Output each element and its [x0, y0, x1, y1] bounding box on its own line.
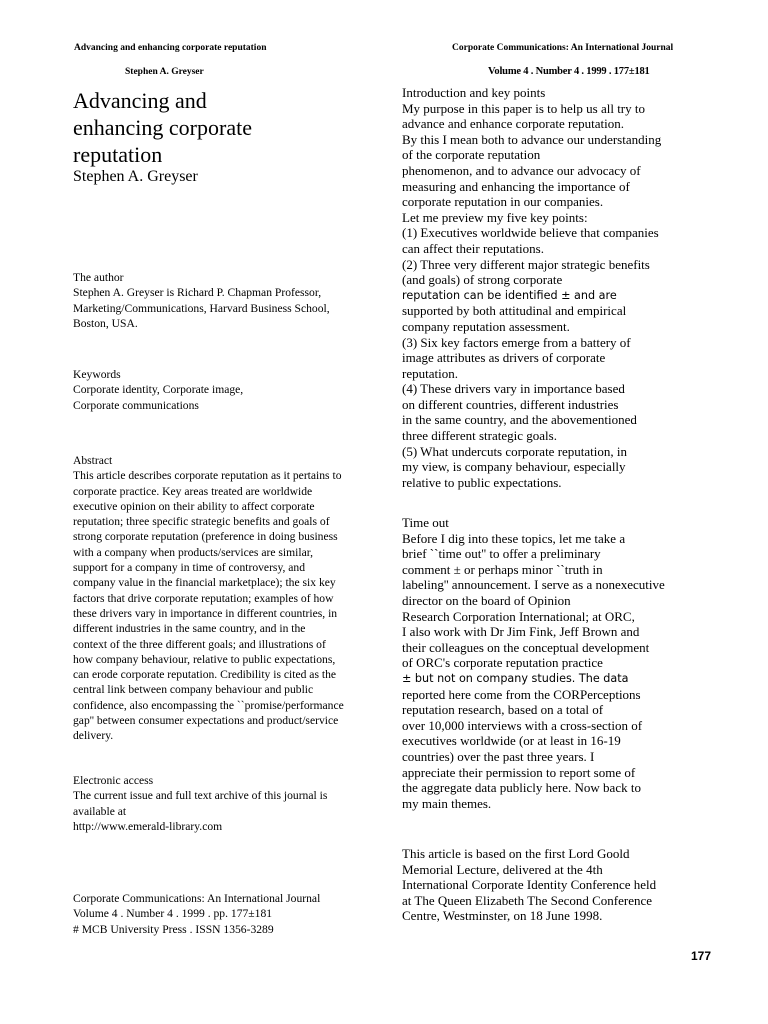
abstract-line: context of the three different goals; and illustrations of — [73, 637, 326, 651]
time-out-line: appreciate their permission to report some of — [402, 764, 636, 780]
abstract-line: support for a company in time of controversy, and — [73, 561, 306, 575]
abstract-line: central link between company behaviour and public — [73, 683, 314, 697]
abstract-line: how company behaviour, relative to public expectations, — [73, 652, 336, 666]
abstract-section — [73, 453, 344, 744]
section-heading: Time out — [402, 515, 449, 530]
section-heading: Keywords — [73, 368, 121, 381]
time-out-line: over 10,000 interviews with a cross-section of — [402, 717, 643, 733]
text-line: Boston, USA. — [73, 316, 138, 330]
time-out-line: Before I dig into these topics, let me take a — [402, 530, 626, 546]
section-heading: Introduction and key points — [402, 85, 546, 100]
title-line: reputation — [73, 142, 163, 167]
abstract-line: company value in the financial marketplace); the six key — [73, 576, 336, 590]
intro-line: of the corporate reputation — [402, 147, 541, 163]
abstract-line: with a company when products/services are similar, — [73, 545, 314, 559]
note-line: Memorial Lecture, delivered at the 4th — [402, 861, 603, 877]
intro-line: (2) Three very different major strategic benefits — [402, 256, 650, 272]
time-out-line: their colleagues on the conceptual development — [402, 639, 650, 655]
text-line: Corporate communications — [73, 398, 199, 412]
abstract-line: corporate practice. Key areas treated are worldwide — [73, 484, 313, 498]
text-line: The current issue and full text archive of this journal is — [73, 789, 328, 803]
intro-line: relative to public expectations. — [402, 474, 562, 490]
header-volume: Volume 4 . Number 4 . 1999 . 177±181 — [488, 66, 650, 77]
text-line: Corporate identity, Corporate image, — [73, 383, 244, 397]
time-out-line: executives worldwide (or at least in 16-19 — [402, 733, 621, 749]
intro-line: measuring and enhancing the importance of — [402, 178, 630, 194]
intro-line: (1) Executives worldwide believe that companies — [402, 225, 659, 241]
lecture-note — [402, 846, 656, 924]
keywords-section — [73, 367, 243, 413]
intro-line: my view, is company behaviour, especially — [402, 459, 626, 475]
time-out-line: countries) over the past three years. I — [402, 748, 595, 764]
note-line: International Corporate Identity Conference held — [402, 877, 657, 893]
abstract-line: can erode corporate reputation. Credibility is cited as the — [73, 668, 337, 682]
time-out-line: reported here come from the CORPerceptions — [402, 686, 641, 702]
intro-line: supported by both attitudinal and empirical — [402, 303, 627, 319]
intro-line: company reputation assessment. — [402, 318, 570, 334]
intro-line: (3) Six key factors emerge from a battery of — [402, 334, 631, 350]
note-line: This article is based on the first Lord Goold — [402, 846, 630, 861]
time-out-line: my main themes. — [402, 795, 492, 811]
time-out-line: reputation research, based on a total of — [402, 702, 604, 718]
intro-line: Let me preview my five key points: — [402, 209, 588, 225]
time-out-line: of ORC's corporate reputation practice — [402, 655, 603, 671]
note-line: Centre, Westminster, on 18 June 1998. — [402, 908, 603, 924]
url-link[interactable]: http://www.emerald-library.com — [73, 819, 223, 833]
footer-journal: Corporate Communications: An International Journal — [73, 892, 321, 905]
intro-section — [402, 85, 661, 490]
time-out-line: comment ± or perhaps minor ``truth in — [402, 561, 603, 577]
intro-line: phenomenon, and to advance our advocacy of — [402, 162, 641, 178]
abstract-line: reputation; three specific strategic benefits and goals of — [73, 515, 330, 529]
intro-line: reputation can be identified ± and are — [402, 288, 617, 302]
section-heading: Electronic access — [73, 774, 154, 787]
title-line: enhancing corporate — [73, 115, 252, 140]
abstract-line: different industries in the same country, and in the — [73, 622, 306, 636]
title-line: Advancing and — [73, 88, 207, 113]
intro-line: advance and enhance corporate reputation. — [402, 116, 624, 132]
time-out-line: I also work with Dr Jim Fink, Jeff Brown and — [402, 624, 640, 640]
article-author: Stephen A. Greyser — [73, 168, 198, 185]
intro-line: By this I mean both to advance our understanding — [402, 131, 662, 147]
header-author: Stephen A. Greyser — [125, 67, 204, 77]
abstract-line: gap'' between consumer expectations and product/service — [73, 714, 339, 728]
time-out-line: director on the board of Opinion — [402, 592, 571, 608]
time-out-line: the aggregate data publicly here. Now back to — [402, 780, 641, 796]
abstract-line: these drivers vary in importance in different countries, in — [73, 606, 338, 620]
page-number: 177 — [691, 949, 712, 963]
intro-line: My purpose in this paper is to help us all try to — [402, 100, 646, 116]
intro-line: three different strategic goals. — [402, 428, 557, 444]
intro-line: on different countries, different industries — [402, 396, 619, 412]
abstract-line: strong corporate reputation (preference in doing business — [73, 530, 338, 544]
footer-press: # MCB University Press . ISSN 1356-3289 — [73, 922, 274, 936]
time-out-line: labeling'' announcement. I serve as a nonexecutive — [402, 577, 665, 593]
intro-line: corporate reputation in our companies. — [402, 194, 604, 210]
intro-line: image attributes as drivers of corporate — [402, 350, 606, 366]
journal-footer — [73, 891, 320, 937]
intro-line: (4) These drivers vary in importance based — [402, 381, 625, 397]
intro-line: in the same country, and the abovementioned — [402, 412, 637, 428]
intro-line: can affect their reputations. — [402, 240, 544, 256]
abstract-line: delivery. — [73, 729, 114, 743]
abstract-line: factors that drive corporate reputation; examples of how — [73, 591, 334, 605]
abstract-line: confidence, also encompassing the ``promise/performance — [73, 698, 344, 712]
section-heading: The author — [73, 271, 124, 284]
abstract-line: This article describes corporate reputation as it pertains to — [73, 469, 342, 483]
text-line: available at — [73, 804, 127, 818]
article-title — [73, 87, 252, 168]
time-out-line: Research Corporation International; at ORC, — [402, 608, 635, 624]
footer-volume: Volume 4 . Number 4 . 1999 . pp. 177±181 — [73, 907, 273, 921]
running-header-right: Corporate Communications: An International Journal — [452, 43, 674, 53]
author-section — [73, 270, 330, 331]
abstract-line: executive opinion on their ability to affect corporate — [73, 499, 315, 513]
time-out-section — [402, 515, 665, 811]
intro-line: (and goals) of strong corporate — [402, 272, 563, 288]
intro-line: reputation. — [402, 365, 458, 381]
electronic-access-section — [73, 773, 327, 834]
time-out-line: ± but not on company studies. The data — [402, 671, 629, 685]
text-line: Stephen A. Greyser is Richard P. Chapman Professor, — [73, 286, 322, 300]
note-line: at The Queen Elizabeth The Second Conference — [402, 892, 653, 908]
text-line: Marketing/Communications, Harvard Business School, — [73, 301, 330, 315]
intro-line: (5) What undercuts corporate reputation, in — [402, 443, 628, 459]
section-heading: Abstract — [73, 454, 113, 467]
running-header-left: Advancing and enhancing corporate reputation — [74, 43, 267, 53]
time-out-line: brief ``time out'' to offer a preliminary — [402, 546, 601, 562]
